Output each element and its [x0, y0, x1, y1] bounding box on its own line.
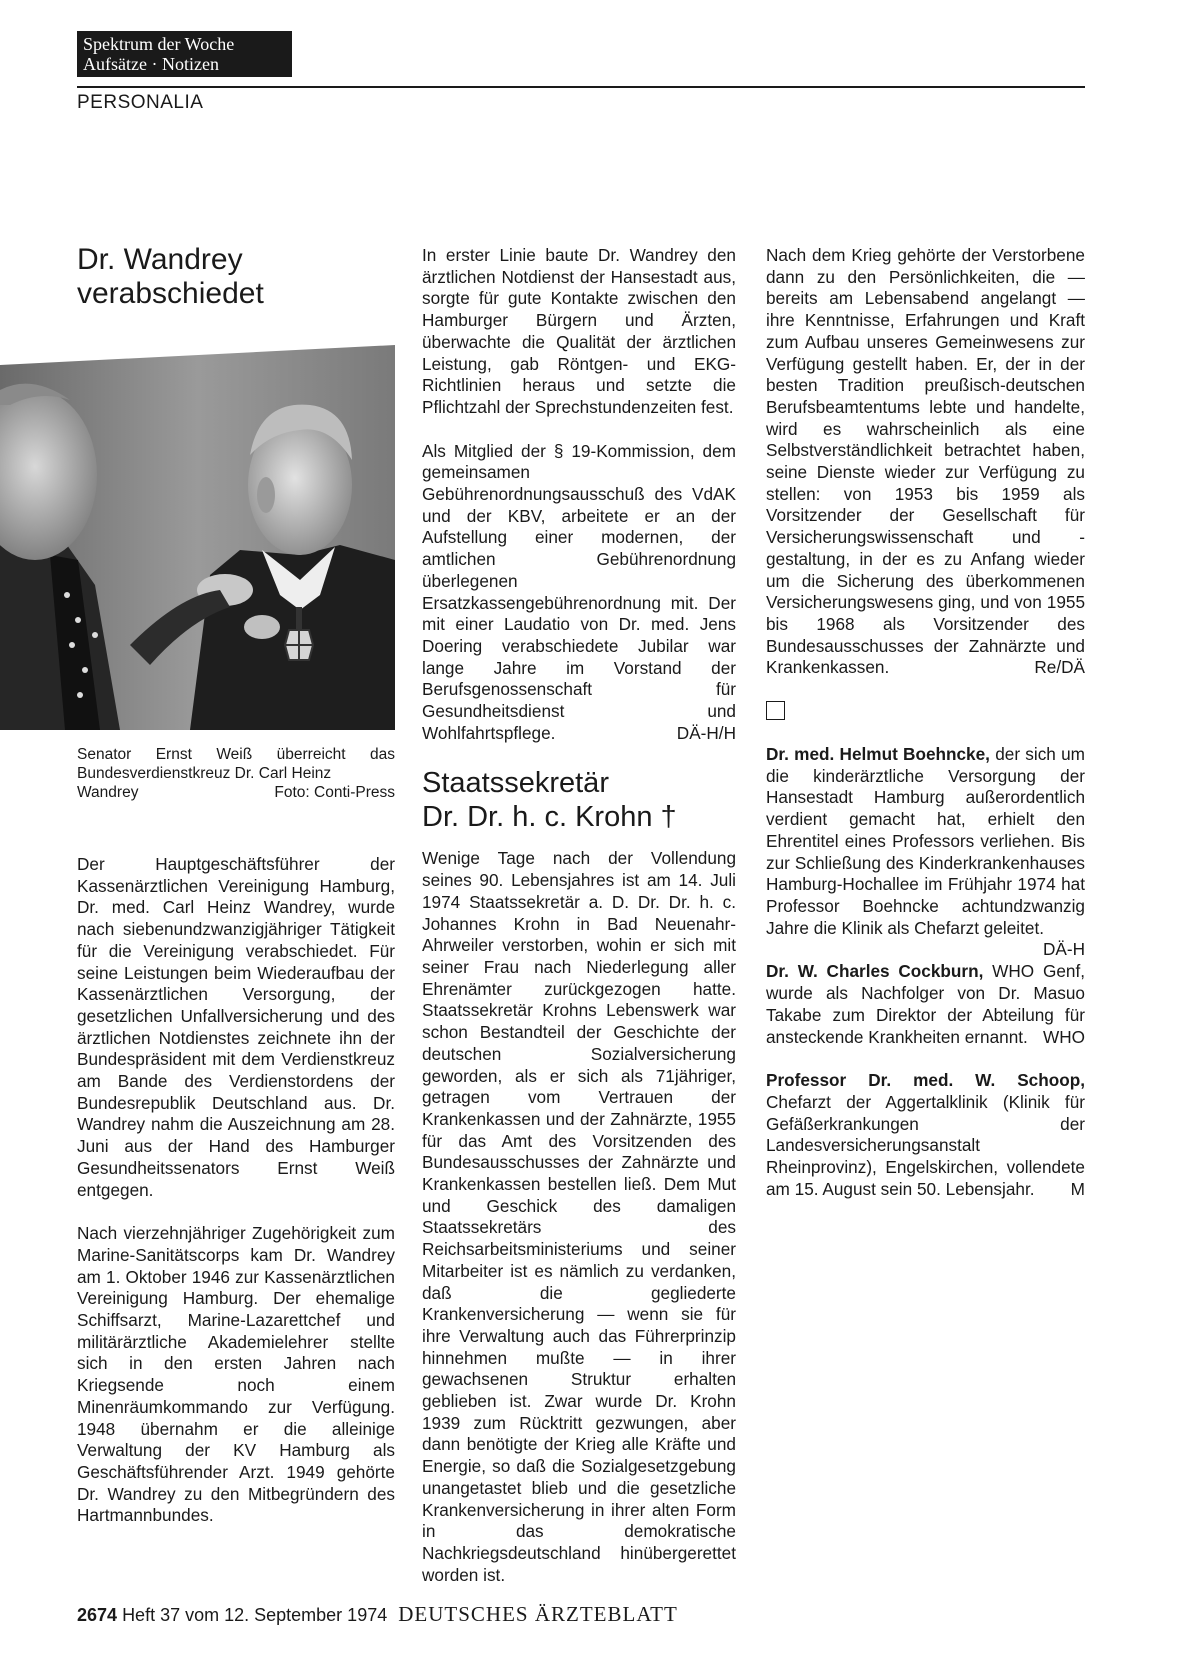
- note-cockburn-signature: WHO: [1042, 1026, 1085, 1047]
- article2-signature: Re/DÄ: [1034, 657, 1085, 678]
- note-boehncke: Dr. med. Helmut Boehncke, der sich um die kinderärztliche Versorgung der Hansestadt Hamburg außerordentlich verdient gemacht hat, erhielt den Ehrentitel eines Professors verliehen. Bis zur Schließung des Kinderkrankenhauses Hamburg-Hochallee im Frühjahr 1974 hat Professor Boehncke achtundzwanzig Jahre die Klinik als Chefarzt geleitet. DÄ-H: [766, 744, 1085, 960]
- section-badge: [77, 31, 292, 77]
- article1-title-line1: Dr. Wandrey: [77, 243, 243, 276]
- article2-title-line2: Dr. Dr. h. c. Krohn †: [422, 801, 677, 834]
- magazine-name: DEUTSCHES ÄRZTEBLATT: [398, 1602, 678, 1626]
- article1-title-line2: verabschiedet: [77, 277, 264, 310]
- header-rule: [77, 86, 1085, 88]
- article2-paragraph-2: Nach dem Krieg gehörte der Verstorbene dann zu den Persönlichkeiten, die — bereits am Lebensabend angelangt — ihre Kenntnisse, Erfahrungen und Kraft zum Aufbau unseres Gemeinwesens zur Verfügung gestellt haben. Er, der in der besten Tradition preußisch-deutschen Berufsbeamtentums lebte und handelte, wird es wahrscheinlich als eine Selbstverständlichkeit betrachtet haben, seine Dienste wieder zur Verfügung zu stellen: von 1953 bis 1959 als Vorsitzender der Gesellschaft für Versicherungswissenschaft und -gestaltung, in der es zu Anfang wieder um die Sicherung des überkommenen Versicherungswesens ging, und von 1955 bis 1968 als Vorsitzender des Bundesausschusses der Zahnärzte und Krankenkassen. Re/DÄ: [766, 245, 1085, 678]
- article2-paragraph-1: Wenige Tage nach der Vollendung seines 90. Lebensjahres ist am 14. Juli 1974 Staatssekretär a. D. Dr. Dr. h. c. Johannes Krohn in Bad Neuenahr-Ahrweiler verstorben, wohin er sich mit seiner Frau nach Niederlegung aller Ehrenämter zurückgezogen hatte. Staatssekretär Krohns Lebenswerk war schon Bestandteil der Geschichte der deutschen Sozialversicherung geworden, als er sich als 71jähriger, getragen vom Vertrauen der Krankenkassen und der Zahnärzte, 1955 für das Amt des Vorsitzenden des Bundesausschusses der Zahnärzte und Krankenkassen bestellen ließ. Dem Mut und Geschick des damaligen Staatssekretärs des Reichsarbeitsministeriums und seiner Mitarbeiter ist es nämlich zu verdanken, daß die gegliederte Krankenversicherung — wenn sie für ihre Verwaltung auch das Führerprinzip hinnehmen mußte — in ihrer gewachsenen Struktur erhalten geblieben ist. Zwar wurde Dr. Krohn 1939 zum Rücktritt gezwungen, aber dann benötigte der Krieg alle Kräfte und Energie, so daß die Sozialgesetzgebung unangetastet blieb und die gesetzliche Krankenversicherung in ihrer alten Form in das demokratische Nachkriegsdeutschland hinübergerettet worden ist.: [422, 848, 736, 1585]
- caption-credit: Foto: Conti-Press: [274, 784, 395, 801]
- article2-title-line1: Staatssekretär: [422, 767, 609, 800]
- note-boehncke-name: Dr. med. Helmut Boehncke,: [766, 744, 990, 765]
- section-label: PERSONALIA: [77, 92, 204, 113]
- note-schoop-name: Professor Dr. med. W. Schoop,: [766, 1070, 1085, 1091]
- article1-paragraph-1: Der Hauptgeschäftsführer der Kassenärztlichen Vereinigung Hamburg, Dr. med. Carl Heinz Wandrey, wurde nach siebenundzwanzigjähriger Tätigkeit für die Vereinigung verabschiedet. Für seine Leistungen beim Wiederaufbau der Kassenärztlichen Versorgung, der gesetzlichen Unfallversicherung und des ärztlichen Notdienstes zeichnete ihn der Bundespräsident mit dem Verdienstkreuz am Bande des Verdienstordens der Bundesrepublik Deutschland aus. Dr. Wandrey nahm die Auszeichnung am 28. Juni aus der Hand des Hamburger Gesundheitssenators Ernst Weiß entgegen.: [77, 854, 395, 1200]
- note-cockburn: Dr. W. Charles Cockburn, WHO Genf, wurde als Nachfolger von Dr. Masuo Takabe zum Direktor der Abteilung für ansteckende Krankheiten ernannt. WHO: [766, 961, 1085, 1047]
- end-mark-box: [766, 701, 785, 720]
- article1-paragraph-4: Als Mitglied der § 19-Kommission, dem gemeinsamen Gebührenordnungsausschuß des VdAK und der KBV, arbeitete er an der Aufstellung einer modernen, der amtlichen Gebührenordnung überlegenen Ersatzkassengebührenordnung mit. Der mit einer Laudatio von Dr. med. Jens Doering verabschiedete Jubilar war lange Jahre im Vorstand der Berufsgenossenschaft für Gesundheitsdienst und Wohlfahrtspflege. DÄ-H/H: [422, 440, 736, 743]
- caption-name: Wandrey: [77, 784, 139, 801]
- article1-paragraph-2: Nach vierzehnjähriger Zugehörigkeit zum Marine-Sanitätscorps kam Dr. Wandrey am 1. Oktober 1946 zur Kassenärztlichen Vereinigung Hamburg. Der ehemalige Schiffsarzt, Marine-Lazarettchef und militärärztliche Akademielehrer stellte sich in den ersten Jahren nach Kriegsende noch einem Minenräumkommando zur Verfügung. 1948 übernahm er die alleinige Verwaltung der KV Hamburg als Geschäftsführender Arzt. 1949 gehörte Dr. Wandrey zu den Mitbegründern des Hartmannbundes.: [77, 1223, 395, 1526]
- issue-info: Heft 37 vom 12. September 1974: [122, 1605, 388, 1625]
- column-1: [77, 854, 395, 1549]
- note-schoop-signature: M: [1070, 1178, 1085, 1199]
- column-3: [766, 245, 1085, 1222]
- caption-text: Senator Ernst Weiß überreicht das Bundesverdienstkreuz Dr. Carl Heinz: [77, 746, 395, 782]
- note-boehncke-signature: DÄ-H: [1042, 939, 1085, 960]
- note-cockburn-name: Dr. W. Charles Cockburn,: [766, 961, 984, 982]
- article2-title: [422, 766, 736, 834]
- column-2: [422, 245, 736, 1608]
- article1-photo: [0, 345, 395, 730]
- photo-caption: [77, 745, 395, 802]
- section-badge-line2: Aufsätze · Notizen: [83, 54, 219, 74]
- note-schoop: Professor Dr. med. W. Schoop, Chefarzt der Aggertalklinik (Klinik für Gefäßerkrankungen der Landesversicherungsanstalt Rheinprovinz), Engelskirchen, vollendete am 15. August sein 50. Lebensjahr. M: [766, 1070, 1085, 1199]
- article1-paragraph-3: In erster Linie baute Dr. Wandrey den ärztlichen Notdienst der Hansestadt aus, sorgte für gute Kontakte zwischen den Hamburger Bürgern und Ärzten, überwachte die Qualität der ärztlichen Leistung, gab Röntgen- und EKG-Richtlinien heraus und setzte die Pflichtzahl der Sprechstundenzeiten fest.: [422, 245, 736, 417]
- article1-signature: DÄ-H/H: [676, 722, 736, 743]
- page-footer: [77, 1602, 678, 1627]
- article1-title: [77, 243, 395, 311]
- section-badge-line1: Spektrum der Woche: [83, 34, 235, 54]
- page-number: 2674: [77, 1605, 118, 1625]
